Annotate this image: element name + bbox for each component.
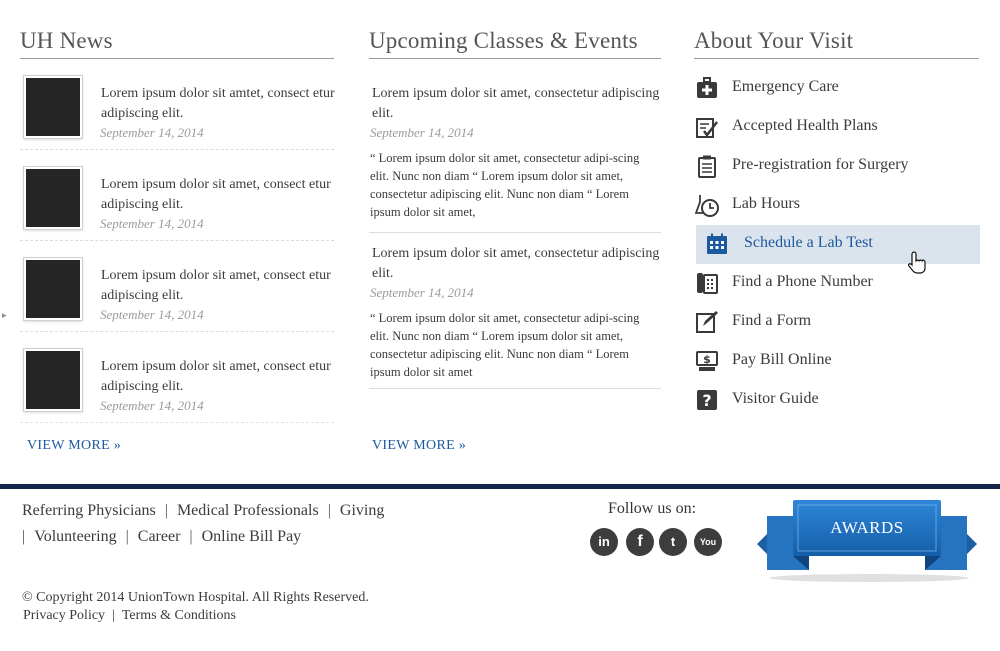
events-view-more-link[interactable]: VIEW MORE » [372, 438, 467, 453]
news-heading: UH News [20, 28, 334, 59]
events-heading: Upcoming Classes & Events [369, 28, 661, 59]
news-date: September 14, 2014 [100, 398, 204, 413]
svg-text:?: ? [702, 391, 712, 410]
cash-register-icon [695, 349, 719, 373]
event-date: September 14, 2014 [370, 125, 474, 140]
visit-heading: About Your Visit [694, 28, 979, 59]
news-text[interactable]: Lorem ipsum dolor sit amet, consect etur adipiscing elit. [101, 359, 331, 394]
visit-item-label: Emergency Care [732, 78, 839, 95]
visit-item-label: Find a Form [732, 312, 812, 329]
visit-menu [694, 69, 979, 420]
footer-link-volunteering[interactable]: Volunteering [34, 528, 117, 545]
privacy-policy-link[interactable]: Privacy Policy [23, 608, 106, 623]
follow-us-label: Follow us on: [608, 500, 697, 517]
visit-item-label: Find a Phone Number [732, 273, 873, 290]
footer-divider [0, 484, 1000, 489]
copyright-text: © Copyright 2014 UnionTown Hospital. All Rights Reserved. [22, 590, 369, 605]
footer-link-giving[interactable]: Giving [339, 502, 385, 519]
clipboard-list-icon [695, 154, 719, 178]
news-text[interactable]: Lorem ipsum dolor sit amtet, consect etur adipiscing elit. [101, 86, 335, 121]
footer-link-referring-physicians[interactable]: Referring Physicians [22, 502, 156, 519]
news-text[interactable]: Lorem ipsum dolor sit amet, consect etur adipiscing elit. [101, 177, 331, 212]
news-item[interactable] [20, 150, 334, 241]
linkedin-icon[interactable]: in [590, 528, 618, 556]
news-thumbnail[interactable] [24, 349, 82, 411]
event-body: “ Lorem ipsum dolor sit amet, consectetur adipi-scing elit. Nunc non diam “ Lorem ipsum dolor sit amet, consectetur adipiscing elit. Nunc non diam “ Lorem ipsum dolor sit amet [370, 311, 640, 379]
event-body: “ Lorem ipsum dolor sit amet, consectetur adipi-scing elit. Nunc non diam “ Lorem ipsum dolor sit amet, consectetur adipiscing elit. Nunc non diam “ Lorem ipsum dolor sit amet, [370, 151, 640, 219]
visit-item-lab-hours[interactable] [694, 186, 979, 225]
footer-link-medical-professionals[interactable]: Medical Professionals [176, 502, 319, 519]
event-date: September 14, 2014 [370, 285, 474, 300]
visit-item-visitor-guide[interactable] [694, 381, 979, 420]
news-view-more-link[interactable]: VIEW MORE » [27, 438, 122, 453]
terms-conditions-link[interactable]: Terms & Conditions [121, 608, 236, 623]
clipboard-check-icon [695, 115, 719, 139]
visit-item-label: Schedule a Lab Test [744, 234, 873, 251]
news-date: September 14, 2014 [100, 307, 204, 322]
events-section [369, 28, 661, 389]
visit-item-find-form[interactable] [694, 303, 979, 342]
news-thumbnail[interactable] [24, 76, 82, 138]
news-item[interactable] [20, 241, 334, 332]
news-section [20, 28, 334, 423]
visit-item-label: Accepted Health Plans [732, 117, 878, 134]
visit-item-emergency-care[interactable] [694, 69, 979, 108]
news-item[interactable] [20, 59, 334, 150]
footer-link-career[interactable]: Career [137, 528, 181, 545]
flask-clock-icon [695, 193, 719, 217]
visit-section [694, 28, 979, 420]
twitter-icon[interactable]: t [659, 528, 687, 556]
calendar-icon [705, 232, 729, 256]
footer-links: Referring Physicians | Medical Professionals | Giving | Volunteering | Career | Online Bill Pay [22, 502, 385, 545]
visit-item-label: Pre-registration for Surgery [732, 156, 909, 173]
news-thumbnail[interactable] [24, 167, 82, 229]
event-title[interactable]: Lorem ipsum dolor sit amet, consectetur adipiscing elit. [372, 86, 660, 121]
event-item[interactable] [369, 59, 661, 233]
visit-item-label: Pay Bill Online [732, 351, 832, 368]
legal-links: Privacy Policy | Terms & Conditions [23, 608, 236, 623]
event-item[interactable] [369, 233, 661, 389]
news-thumbnail[interactable] [24, 258, 82, 320]
visit-item-label: Lab Hours [732, 195, 800, 212]
awards-label[interactable]: AWARDS [830, 518, 904, 537]
visit-item-schedule-lab-test[interactable] [696, 225, 980, 264]
visit-item-pre-registration[interactable] [694, 147, 979, 186]
news-date: September 14, 2014 [100, 125, 204, 140]
youtube-icon[interactable]: You [694, 528, 722, 556]
facebook-icon[interactable]: f [626, 528, 654, 556]
carousel-arrow-icon[interactable]: ▸ [2, 310, 7, 320]
awards-ribbon[interactable] [757, 498, 977, 584]
hand-cursor-icon [907, 250, 927, 274]
phone-icon [695, 271, 719, 295]
first-aid-kit-icon [695, 76, 719, 100]
news-date: September 14, 2014 [100, 216, 204, 231]
svg-text:$: $ [703, 353, 711, 366]
news-text[interactable]: Lorem ipsum dolor sit amet, consect etur adipiscing elit. [101, 268, 331, 303]
visit-item-accepted-health-plans[interactable] [694, 108, 979, 147]
news-item[interactable] [20, 332, 334, 423]
question-icon [695, 388, 719, 412]
footer-link-online-bill-pay[interactable]: Online Bill Pay [201, 528, 302, 545]
visit-item-find-phone[interactable] [694, 264, 979, 303]
visit-item-label: Visitor Guide [732, 390, 819, 407]
form-pencil-icon [695, 310, 719, 334]
event-title[interactable]: Lorem ipsum dolor sit amet, consectetur adipiscing elit. [372, 246, 660, 281]
visit-item-pay-bill[interactable] [694, 342, 979, 381]
